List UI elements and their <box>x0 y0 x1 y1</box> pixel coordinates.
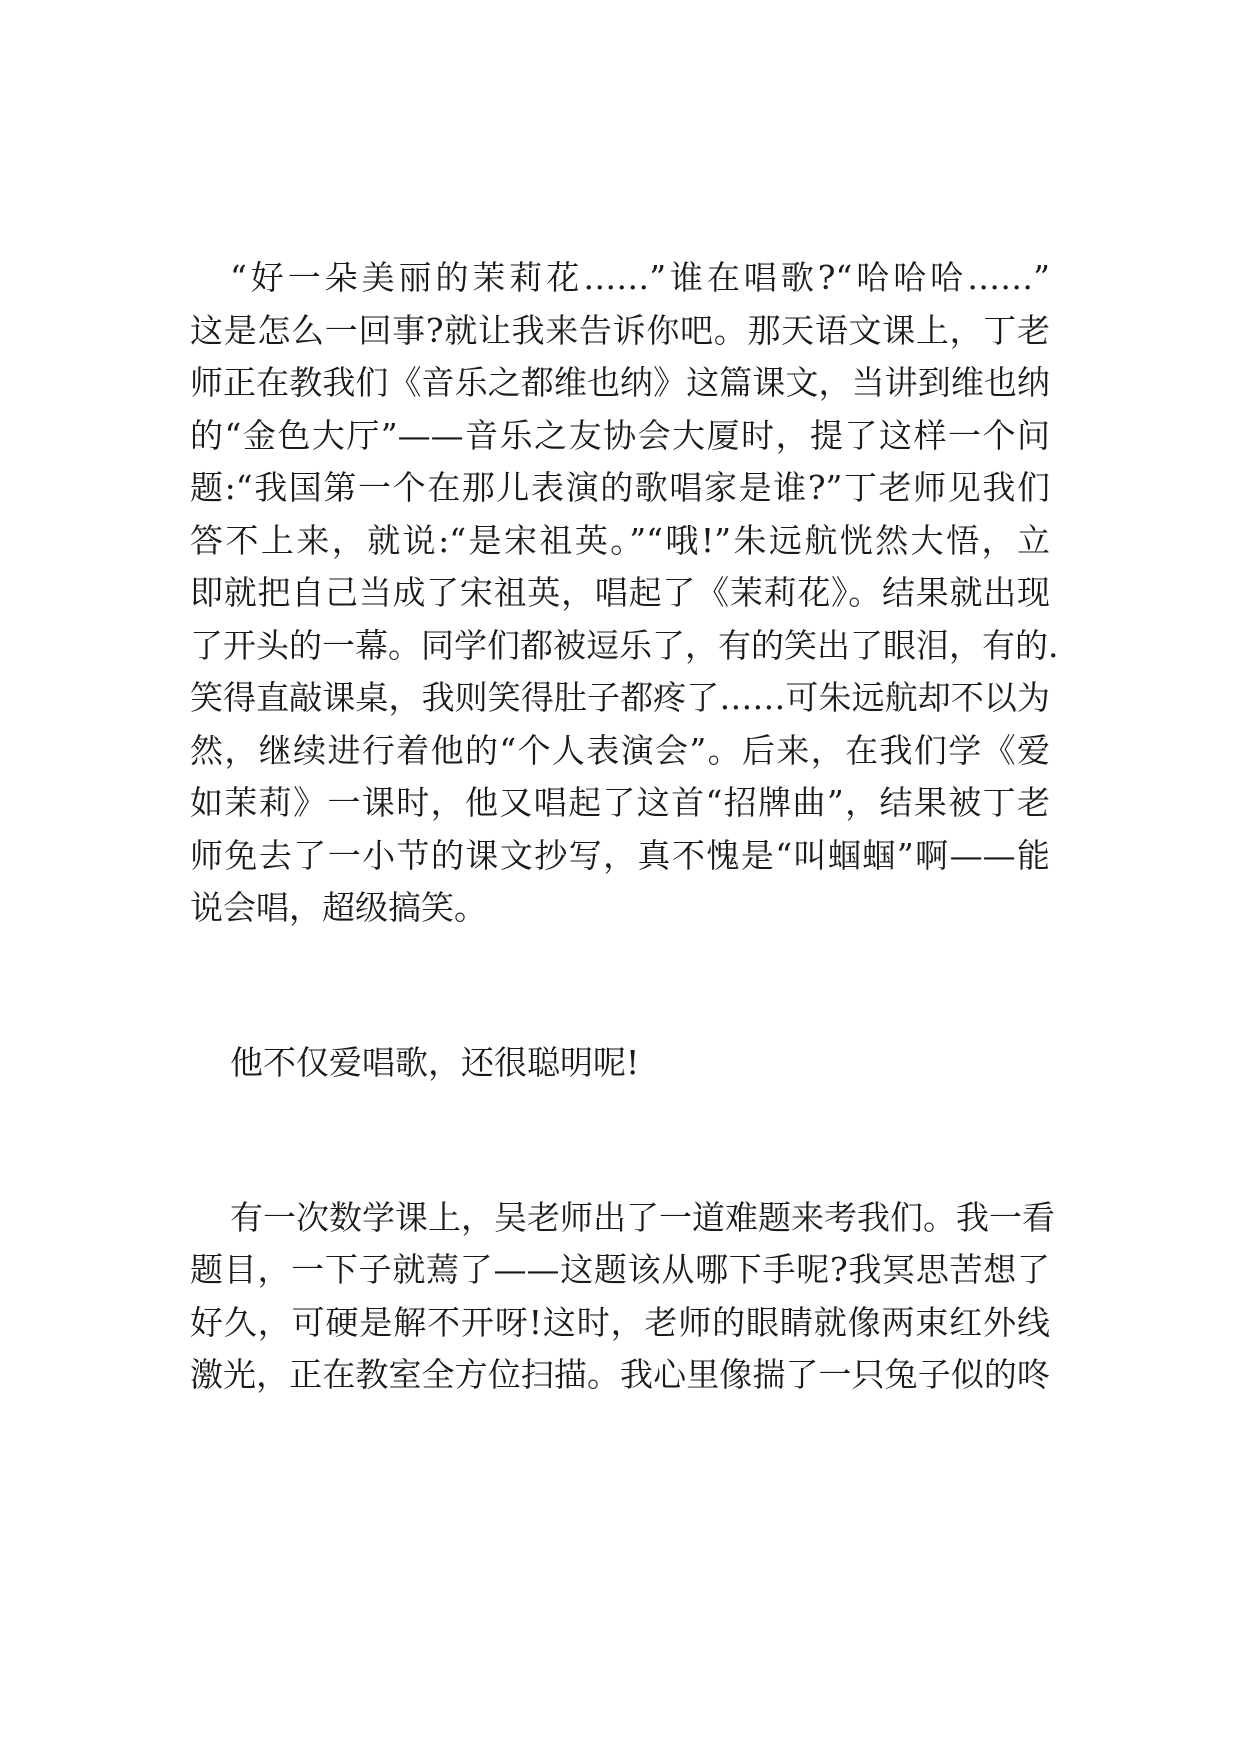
paragraph-line: 的“金色大厅”——音乐之友协会大厦时，提了这样一个问 <box>190 416 1050 455</box>
paragraph-line: 有一次数学课上，吴老师出了一道难题来考我们。我一看 <box>230 1198 1055 1237</box>
paragraph-line: 题目，一下子就蔫了——这题该从哪下手呢?我冥思苦想了 <box>190 1250 1050 1289</box>
paragraph-line: 说会唱，超级搞笑。 <box>190 888 487 927</box>
paragraph-line: 师免去了一小节的课文抄写，真不愧是“叫蝈蝈”啊——能 <box>190 836 1050 875</box>
paragraph-line: 题:“我国第一个在那儿表演的歌唱家是谁?”丁老师见我们 <box>190 468 1050 507</box>
paragraph-line: 这是怎么一回事?就让我来告诉你吧。那天语文课上，丁老 <box>190 311 1050 350</box>
paragraph-line: 了开头的一幕。同学们都被逗乐了，有的笑出了眼泪，有的. <box>190 626 1059 665</box>
paragraph-line: 即就把自己当成了宋祖英，唱起了《茉莉花》。结果就出现 <box>190 573 1050 612</box>
paragraph-line: 笑得直敲课桌，我则笑得肚子都疼了……可朱远航却不以为 <box>190 678 1050 717</box>
paragraph-line: 好久，可硬是解不开呀!这时，老师的眼睛就像两束红外线 <box>190 1303 1050 1342</box>
paragraph-line: 答不上来，就说:“是宋祖英。”“哦!”朱远航恍然大悟，立 <box>190 521 1050 560</box>
paragraph-line: 他不仅爱唱歌，还很聪明呢! <box>230 1043 640 1082</box>
paragraph-line: 师正在教我们《音乐之都维也纳》这篇课文，当讲到维也纳 <box>190 363 1050 402</box>
paragraph-line: 激光，正在教室全方位扫描。我心里像揣了一只兔子似的咚 <box>190 1355 1050 1394</box>
paragraph-line: “好一朵美丽的茉莉花……”谁在唱歌?“哈哈哈……” <box>230 258 1050 297</box>
paragraph-line: 然，继续进行着他的“个人表演会”。后来，在我们学《爱 <box>190 731 1050 770</box>
paragraph-line: 如茉莉》一课时，他又唱起了这首“招牌曲”，结果被丁老 <box>190 783 1050 822</box>
